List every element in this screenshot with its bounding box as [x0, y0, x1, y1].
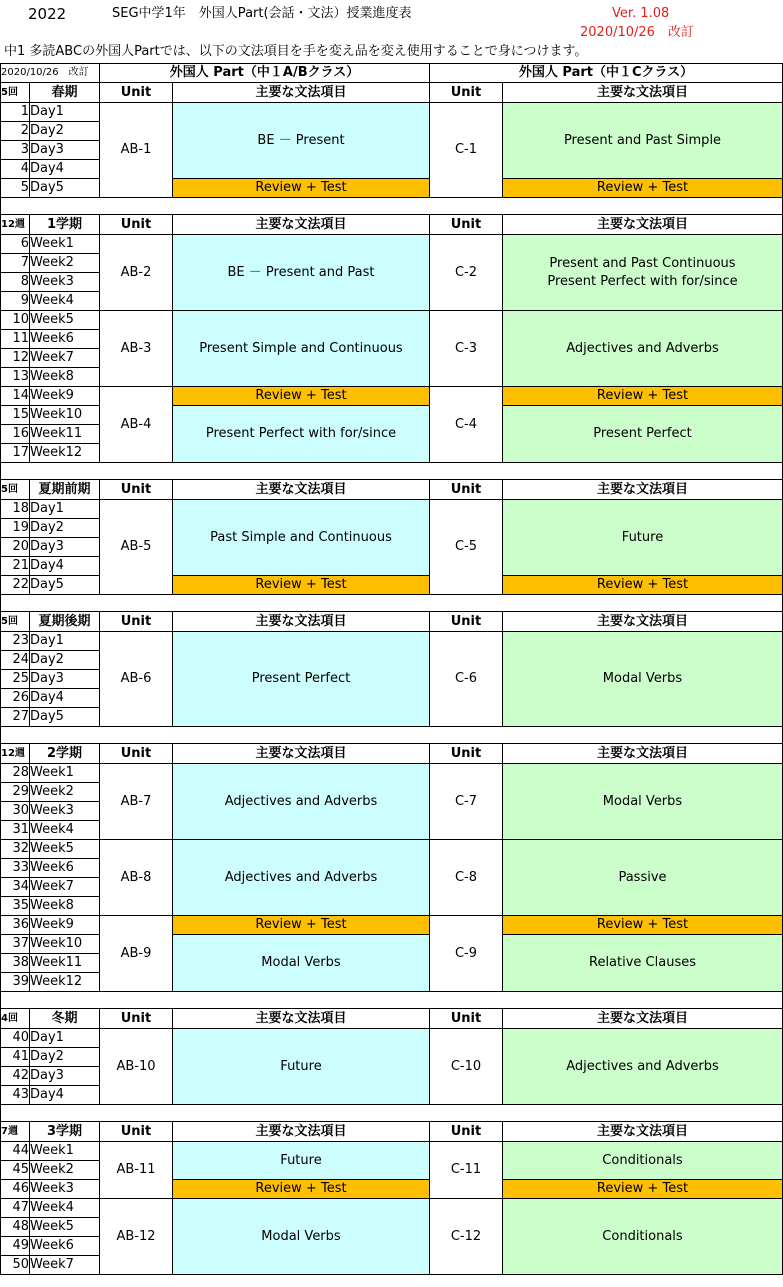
row-day: Week7 — [30, 878, 100, 897]
intro-note: 中1 多読ABCの外国人Partでは、以下の文法項目を手を変え品を変え使用することで身につけます。 — [4, 44, 588, 59]
row-number: 40 — [1, 1029, 30, 1048]
section-count-label: 5回 — [1, 616, 18, 627]
schedule-table — [0, 63, 783, 1275]
ab-unit-code: AB-12 — [100, 1199, 173, 1275]
grammar-item: Modal Verbs — [173, 1199, 430, 1275]
row-day: Day2 — [30, 651, 100, 670]
review-test-cell: Review + Test — [173, 576, 430, 595]
row-day: Week8 — [30, 897, 100, 916]
row-day: Day5 — [30, 179, 100, 198]
section-count — [1, 744, 30, 764]
row-number: 3 — [1, 141, 30, 160]
section-count-label: 4回 — [1, 1013, 18, 1024]
row-day: Week9 — [30, 916, 100, 935]
ab-unit-code: AB-9 — [100, 916, 173, 992]
row-number: 2 — [1, 122, 30, 141]
row-day: Day2 — [30, 519, 100, 538]
ab-unit-code: AB-5 — [100, 500, 173, 595]
c-unit-code: C-7 — [430, 764, 503, 840]
row-day: Week12 — [30, 973, 100, 992]
row-day: Day4 — [30, 1086, 100, 1105]
row-day: Week4 — [30, 821, 100, 840]
year-label: 2022 — [28, 5, 67, 23]
row-day: Day2 — [30, 1048, 100, 1067]
section-term: 夏期前期 — [30, 480, 100, 500]
row-day: Week11 — [30, 425, 100, 444]
row-number: 1 — [1, 103, 30, 122]
row-day: Week5 — [30, 311, 100, 330]
section-count — [1, 612, 30, 632]
grammar-header: 主要な文法項目 — [173, 1122, 430, 1142]
row-number: 36 — [1, 916, 30, 935]
ab-unit-code: AB-11 — [100, 1142, 173, 1199]
c-class-title: 外国人 Part（中１Cクラス） — [430, 64, 783, 83]
row-number: 34 — [1, 878, 30, 897]
grammar-header: 主要な文法項目 — [173, 612, 430, 632]
row-day: Week8 — [30, 368, 100, 387]
row-day: Week2 — [30, 783, 100, 802]
grammar-item: Passive — [503, 840, 783, 916]
grammar-header: 主要な文法項目 — [503, 1122, 783, 1142]
section-spacer — [1, 727, 783, 744]
row-day: Week10 — [30, 406, 100, 425]
grammar-header: 主要な文法項目 — [503, 480, 783, 500]
grammar-item: Conditionals — [503, 1142, 783, 1180]
unit-header: Unit — [430, 215, 503, 235]
unit-header: Unit — [430, 480, 503, 500]
unit-header: Unit — [430, 1009, 503, 1029]
grammar-item: Future — [503, 500, 783, 576]
grammar-item: Adjectives and Adverbs — [173, 764, 430, 840]
grammar-header: 主要な文法項目 — [173, 83, 430, 103]
row-number: 26 — [1, 689, 30, 708]
row-day: Day4 — [30, 557, 100, 576]
row-number: 15 — [1, 406, 30, 425]
row-number: 13 — [1, 368, 30, 387]
ab-unit-code: AB-7 — [100, 764, 173, 840]
row-number: 39 — [1, 973, 30, 992]
row-day: Week6 — [30, 859, 100, 878]
review-test-cell: Review + Test — [503, 576, 783, 595]
grammar-header: 主要な文法項目 — [503, 1009, 783, 1029]
grammar-header: 主要な文法項目 — [503, 744, 783, 764]
row-day: Day3 — [30, 1067, 100, 1086]
row-number: 27 — [1, 708, 30, 727]
unit-header: Unit — [100, 1009, 173, 1029]
row-number: 23 — [1, 632, 30, 651]
row-day: Week5 — [30, 1218, 100, 1237]
date-cell: 2020/10/26 改訂 — [1, 64, 100, 83]
row-number: 16 — [1, 425, 30, 444]
grammar-item: Adjectives and Adverbs — [503, 1029, 783, 1105]
unit-header: Unit — [100, 83, 173, 103]
row-day: Day3 — [30, 670, 100, 689]
row-number: 29 — [1, 783, 30, 802]
grammar-line: Present Perfect with for/since — [547, 273, 738, 289]
c-unit-code: C-8 — [430, 840, 503, 916]
row-number: 25 — [1, 670, 30, 689]
row-number: 41 — [1, 1048, 30, 1067]
unit-header: Unit — [100, 612, 173, 632]
row-day: Week2 — [30, 1161, 100, 1180]
ab-unit-code: AB-1 — [100, 103, 173, 198]
section-count — [1, 1009, 30, 1029]
c-unit-code: C-9 — [430, 916, 503, 992]
row-number: 14 — [1, 387, 30, 406]
row-number: 7 — [1, 254, 30, 273]
section-count-label: 5回 — [1, 484, 18, 495]
row-number: 37 — [1, 935, 30, 954]
grammar-item: Future — [173, 1142, 430, 1180]
c-unit-code: C-6 — [430, 632, 503, 727]
row-day: Week10 — [30, 935, 100, 954]
row-number: 50 — [1, 1256, 30, 1275]
row-number: 9 — [1, 292, 30, 311]
section-count-label: 7週 — [1, 1126, 18, 1137]
row-day: Week12 — [30, 444, 100, 463]
grammar-item: Relative Clauses — [503, 935, 783, 992]
unit-header: Unit — [430, 83, 503, 103]
section-count — [1, 215, 30, 235]
row-day: Week2 — [30, 254, 100, 273]
c-unit-code: C-11 — [430, 1142, 503, 1199]
section-term: 夏期後期 — [30, 612, 100, 632]
row-number: 11 — [1, 330, 30, 349]
section-count-label: 12週 — [1, 748, 25, 759]
row-day: Week3 — [30, 273, 100, 292]
section-count — [1, 1122, 30, 1142]
grammar-item: BE － Present and Past — [173, 235, 430, 311]
row-day: Week7 — [30, 1256, 100, 1275]
row-number: 48 — [1, 1218, 30, 1237]
row-day: Week4 — [30, 292, 100, 311]
section-term: 春期 — [30, 83, 100, 103]
row-number: 49 — [1, 1237, 30, 1256]
row-number: 21 — [1, 557, 30, 576]
c-unit-code: C-5 — [430, 500, 503, 595]
section-spacer — [1, 463, 783, 480]
review-test-cell: Review + Test — [503, 179, 783, 198]
unit-header: Unit — [100, 215, 173, 235]
grammar-item: Present Simple and Continuous — [173, 311, 430, 387]
ab-class-title: 外国人 Part（中１A/Bクラス） — [100, 64, 430, 83]
unit-header: Unit — [430, 612, 503, 632]
review-test-cell: Review + Test — [503, 387, 783, 406]
row-number: 22 — [1, 576, 30, 595]
section-term: 3学期 — [30, 1122, 100, 1142]
review-test-cell: Review + Test — [503, 1180, 783, 1199]
ab-unit-code: AB-4 — [100, 387, 173, 463]
row-day: Day3 — [30, 538, 100, 557]
grammar-item: Adjectives and Adverbs — [173, 840, 430, 916]
row-number: 44 — [1, 1142, 30, 1161]
row-number: 20 — [1, 538, 30, 557]
revision-date: 2020/10/26 改訂 — [580, 25, 694, 40]
row-day: Week6 — [30, 330, 100, 349]
row-number: 18 — [1, 500, 30, 519]
c-unit-code: C-1 — [430, 103, 503, 198]
section-term: 1学期 — [30, 215, 100, 235]
row-number: 45 — [1, 1161, 30, 1180]
grammar-item: Present Perfect with for/since — [173, 406, 430, 463]
row-number: 28 — [1, 764, 30, 783]
grammar-header: 主要な文法項目 — [173, 744, 430, 764]
section-count-label: 12週 — [1, 219, 25, 230]
grammar-item: Present Perfect — [173, 632, 430, 727]
grammar-header: 主要な文法項目 — [173, 215, 430, 235]
ab-unit-code: AB-6 — [100, 632, 173, 727]
row-number: 42 — [1, 1067, 30, 1086]
row-day: Week11 — [30, 954, 100, 973]
ab-unit-code: AB-3 — [100, 311, 173, 387]
grammar-header: 主要な文法項目 — [503, 612, 783, 632]
row-number: 4 — [1, 160, 30, 179]
row-number: 24 — [1, 651, 30, 670]
row-number: 6 — [1, 235, 30, 254]
grammar-item: BE － Present — [173, 103, 430, 179]
row-number: 35 — [1, 897, 30, 916]
page-title: SEG中学1年 外国人Part(会話・文法）授業進度表 — [112, 6, 412, 21]
row-day: Week7 — [30, 349, 100, 368]
unit-header: Unit — [430, 744, 503, 764]
row-day: Day1 — [30, 1029, 100, 1048]
section-spacer — [1, 595, 783, 612]
row-number: 38 — [1, 954, 30, 973]
unit-header: Unit — [100, 744, 173, 764]
c-unit-code: C-10 — [430, 1029, 503, 1105]
row-day: Day5 — [30, 576, 100, 595]
row-day: Week3 — [30, 802, 100, 821]
section-count-label: 5回 — [1, 87, 18, 98]
section-term: 冬期 — [30, 1009, 100, 1029]
c-unit-code: C-4 — [430, 387, 503, 463]
grammar-item: Future — [173, 1029, 430, 1105]
row-number: 30 — [1, 802, 30, 821]
row-day: Day4 — [30, 160, 100, 179]
row-number: 8 — [1, 273, 30, 292]
grammar-item: Adjectives and Adverbs — [503, 311, 783, 387]
grammar-header: 主要な文法項目 — [173, 1009, 430, 1029]
grammar-item: Modal Verbs — [173, 935, 430, 992]
row-number: 46 — [1, 1180, 30, 1199]
row-number: 12 — [1, 349, 30, 368]
section-spacer — [1, 1105, 783, 1122]
row-day: Day5 — [30, 708, 100, 727]
row-day: Day4 — [30, 689, 100, 708]
grammar-item: Present Perfect — [503, 406, 783, 463]
row-day: Day1 — [30, 632, 100, 651]
section-term: 2学期 — [30, 744, 100, 764]
review-test-cell: Review + Test — [173, 916, 430, 935]
grammar-line: Present and Past Continuous — [549, 255, 736, 271]
row-number: 31 — [1, 821, 30, 840]
row-number: 5 — [1, 179, 30, 198]
row-day: Week5 — [30, 840, 100, 859]
grammar-header: 主要な文法項目 — [503, 83, 783, 103]
unit-header: Unit — [100, 480, 173, 500]
row-day: Week3 — [30, 1180, 100, 1199]
review-test-cell: Review + Test — [173, 1180, 430, 1199]
row-number: 43 — [1, 1086, 30, 1105]
review-test-cell: Review + Test — [503, 916, 783, 935]
row-number: 33 — [1, 859, 30, 878]
row-day: Day3 — [30, 141, 100, 160]
grammar-item: Modal Verbs — [503, 764, 783, 840]
row-number: 32 — [1, 840, 30, 859]
ab-unit-code: AB-2 — [100, 235, 173, 311]
section-count — [1, 83, 30, 103]
row-day: Day1 — [30, 103, 100, 122]
row-day: Week6 — [30, 1237, 100, 1256]
unit-header: Unit — [100, 1122, 173, 1142]
row-day: Week1 — [30, 235, 100, 254]
grammar-header: 主要な文法項目 — [173, 480, 430, 500]
grammar-item: Present and Past Simple — [503, 103, 783, 179]
grammar-item: Conditionals — [503, 1199, 783, 1275]
review-test-cell: Review + Test — [173, 179, 430, 198]
row-number: 10 — [1, 311, 30, 330]
grammar-header: 主要な文法項目 — [503, 215, 783, 235]
row-day: Week4 — [30, 1199, 100, 1218]
version-label: Ver. 1.08 — [612, 6, 670, 21]
row-day: Week9 — [30, 387, 100, 406]
ab-unit-code: AB-8 — [100, 840, 173, 916]
row-day: Week1 — [30, 1142, 100, 1161]
grammar-item — [503, 235, 783, 311]
c-unit-code: C-3 — [430, 311, 503, 387]
row-number: 19 — [1, 519, 30, 538]
section-spacer — [1, 992, 783, 1009]
row-day: Week1 — [30, 764, 100, 783]
c-unit-code: C-2 — [430, 235, 503, 311]
ab-unit-code: AB-10 — [100, 1029, 173, 1105]
grammar-item: Past Simple and Continuous — [173, 500, 430, 576]
row-day: Day2 — [30, 122, 100, 141]
section-count — [1, 480, 30, 500]
review-test-cell: Review + Test — [173, 387, 430, 406]
row-day: Day1 — [30, 500, 100, 519]
section-spacer — [1, 198, 783, 215]
grammar-item: Modal Verbs — [503, 632, 783, 727]
row-number: 47 — [1, 1199, 30, 1218]
unit-header: Unit — [430, 1122, 503, 1142]
c-unit-code: C-12 — [430, 1199, 503, 1275]
row-number: 17 — [1, 444, 30, 463]
